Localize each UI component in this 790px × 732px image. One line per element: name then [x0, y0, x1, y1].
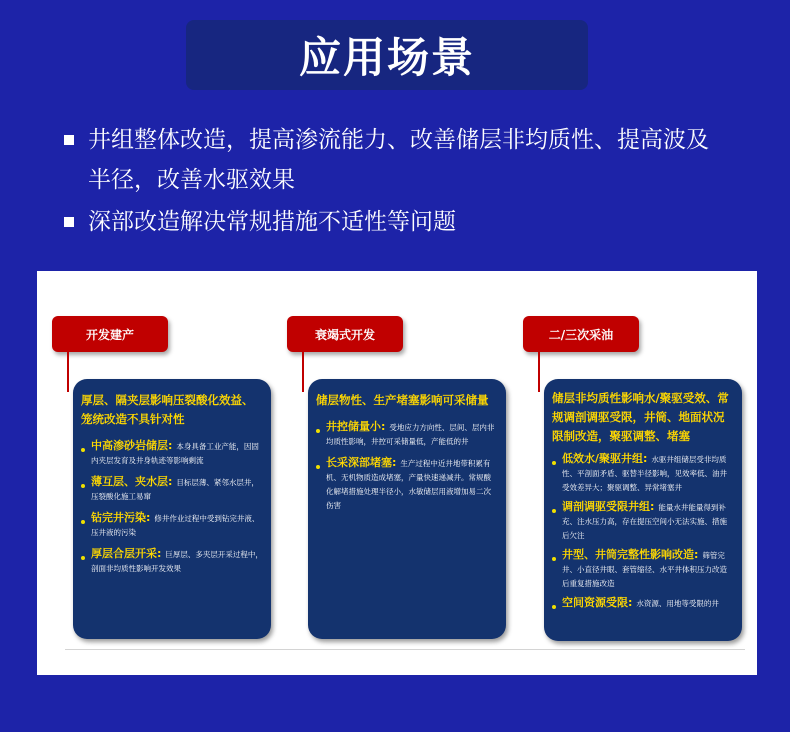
bullet-item	[64, 120, 754, 200]
item-desc: 能量水井能量得到补充、注水压力高，存在提压空间小无法实施、措施后欠注	[562, 503, 727, 540]
item-title: 薄互层、夹水层:	[91, 475, 173, 488]
list-item	[552, 500, 734, 543]
item-desc: 筛管完井、小直径井眼、套管缩径、水平井体积压力改造后重复措施改造	[562, 551, 727, 588]
scenario-card	[544, 379, 742, 641]
square-bullet-icon	[64, 135, 74, 145]
bullet-text: 深部改造解决常规措施不适性等问题	[88, 209, 456, 235]
card-heading: 厚层、隔夹层影响压裂酸化效益、笼统改造不具针对性	[81, 393, 254, 426]
bullet-list	[64, 120, 754, 244]
item-desc: 巨厚层、多夹层开采过程中，剖面非均质性影响开发效果	[91, 550, 263, 573]
tag-secondary-recovery	[523, 316, 639, 352]
dot-bullet-icon	[81, 520, 85, 524]
tag-depletion	[287, 316, 403, 352]
page-title-box	[186, 20, 588, 90]
item-title: 低效水/聚驱井组:	[562, 452, 648, 465]
item-desc: 水资源、用地等受限的井	[636, 599, 719, 608]
card-heading: 储层非均质性影响水/聚驱受效、常规调剖调驱受限，井筒、地面状况限制改造，聚驱调整、堵塞	[552, 391, 729, 443]
list-item	[552, 452, 734, 495]
list-item	[81, 511, 263, 540]
item-title: 厚层合层开采:	[91, 547, 162, 560]
item-desc: 本身具备工业产能，因固内夹层发育及井身轨迹等影响剩流	[91, 442, 259, 465]
card-heading: 储层物性、生产堵塞影响可采储量	[316, 393, 489, 407]
dot-bullet-icon	[552, 557, 556, 561]
list-item	[552, 548, 734, 591]
dot-bullet-icon	[316, 429, 320, 433]
tag-label: 开发建产	[85, 327, 134, 342]
dot-bullet-icon	[552, 605, 556, 609]
tag-label: 二/三次采油	[548, 327, 614, 342]
connector-line	[67, 352, 69, 392]
item-desc: 生产过程中近井地带积累有机、无机物质造成堵塞，产量快速递减井。常规酸化解堵措施处理半径小，水敏储层用液增加易二次伤害	[326, 459, 491, 510]
connector-line	[538, 352, 540, 392]
item-desc: 修井作业过程中受到钻完井液、压井液的污染	[91, 514, 260, 537]
item-desc: 目标层薄、紧邻水层井，压裂酸化施工易窜	[91, 478, 259, 501]
tag-development	[52, 316, 168, 352]
scenario-card	[308, 379, 506, 639]
list-item	[81, 475, 263, 504]
scenario-card	[73, 379, 271, 639]
dot-bullet-icon	[81, 556, 85, 560]
square-bullet-icon	[64, 217, 74, 227]
page-title: 应用场景	[298, 33, 475, 82]
item-title: 长采深部堵塞:	[326, 456, 397, 469]
item-title: 调剖调驱受限井组:	[562, 500, 655, 513]
panel-divider	[65, 649, 745, 650]
dot-bullet-icon	[81, 448, 85, 452]
dot-bullet-icon	[552, 461, 556, 465]
item-desc: 水驱井组储层受非均质性、平剖面矛盾、驱替半径影响，见效率低、油井受效差异大；聚驱调整、异常堵塞井	[562, 455, 727, 492]
item-title: 井控储量小:	[326, 420, 386, 433]
item-title: 空间资源受限:	[562, 596, 633, 609]
list-item	[81, 439, 263, 468]
dot-bullet-icon	[316, 465, 320, 469]
item-title: 中高渗砂岩储层:	[91, 439, 173, 452]
tag-label: 衰竭式开发	[314, 327, 375, 342]
item-desc: 受地应力方向性、层间、层内非均质性影响，井控可采储量低，产能低的井	[326, 423, 495, 446]
list-item	[552, 596, 734, 611]
dot-bullet-icon	[552, 509, 556, 513]
list-item	[316, 456, 498, 513]
dot-bullet-icon	[81, 484, 85, 488]
list-item	[316, 420, 498, 449]
item-title: 钻完井污染:	[91, 511, 151, 524]
item-title: 井型、井筒完整性影响改造:	[562, 548, 699, 561]
list-item	[81, 547, 263, 576]
scenario-panel	[37, 271, 757, 675]
connector-line	[302, 352, 304, 392]
bullet-item	[64, 202, 754, 242]
bullet-text: 井组整体改造，提高渗流能力、改善储层非均质性、提高波及半径，改善水驱效果	[88, 127, 709, 193]
